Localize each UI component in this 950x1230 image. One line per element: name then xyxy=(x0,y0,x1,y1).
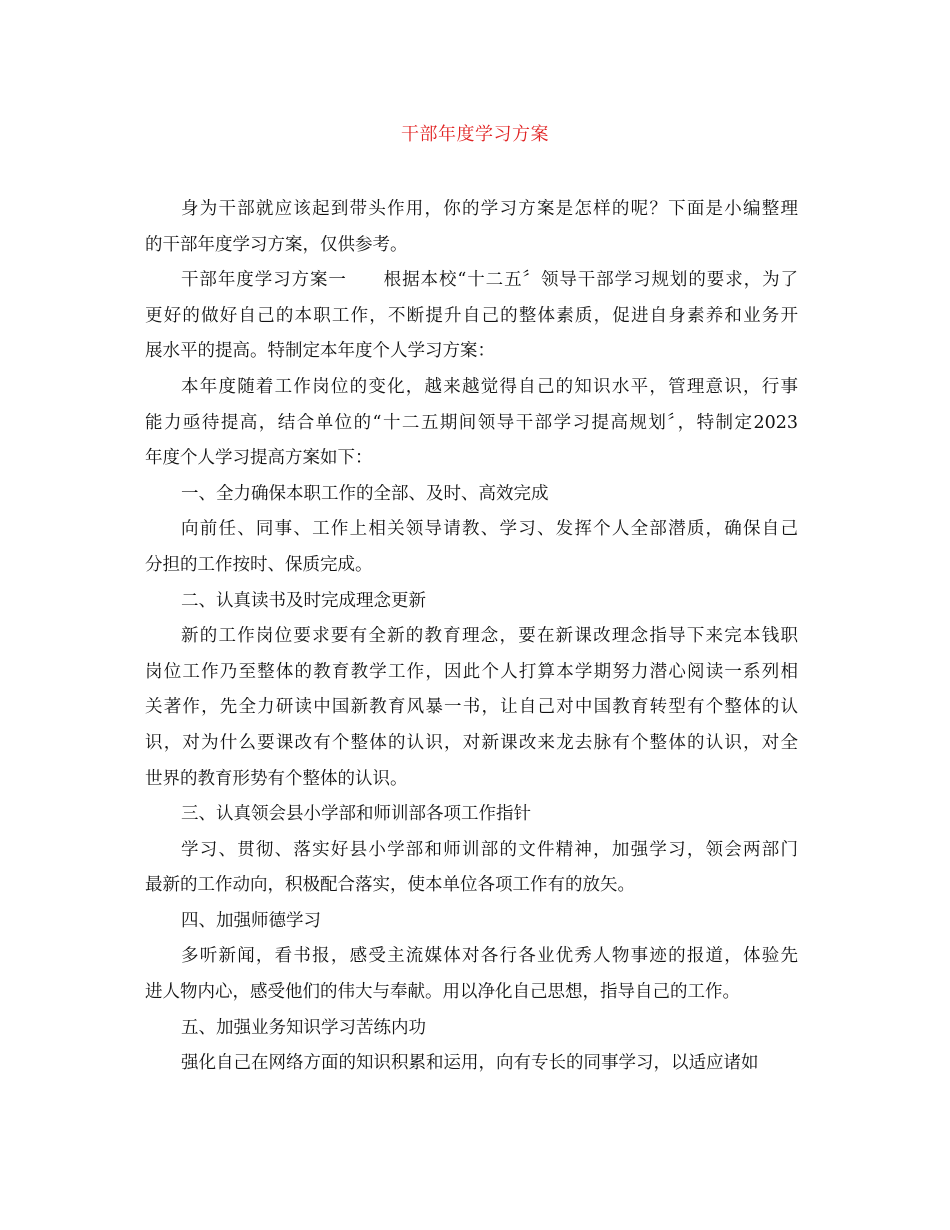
paragraph-line: 新的工作岗位要求要有全新的教育理念，要在新课改理念指导下来完本钱职 xyxy=(181,626,798,647)
paragraph-line: 二、认真读书及时完成理念更新 xyxy=(181,590,426,611)
paragraph xyxy=(145,797,798,833)
paragraph-line: 更好的做好自己的本职工作，不断提升自己的整体素质，促进自身素养和业务开 xyxy=(145,305,798,326)
paragraph-line: 最新的工作动向，积极配合落实，使本单位各项工作有的放矢。 xyxy=(145,875,635,896)
paragraph xyxy=(145,584,798,620)
paragraph-line: 年度个人学习提高方案如下： xyxy=(145,448,373,469)
paragraph xyxy=(145,512,798,583)
paragraph xyxy=(145,833,798,904)
paragraph-line: 本年度随着工作岗位的变化，越来越觉得自己的知识水平，管理意识，行事 xyxy=(181,376,798,397)
paragraph-line: 展水平的提高。特制定本年度个人学习方案： xyxy=(145,341,495,362)
paragraph-line: 岗位工作乃至整体的教育教学工作，因此个人打算本学期努力潜心阅读一系列相 xyxy=(145,661,798,682)
paragraph-line: 四、加强师德学习 xyxy=(181,910,321,931)
paragraph-line: 一、全力确保本职工作的全部、及时、高效完成 xyxy=(181,483,549,504)
document-title: 干部年度学习方案 xyxy=(401,124,549,145)
paragraph-line: 向前任、同事、工作上相关领导请教、学习、发挥个人全部潜质，确保自己 xyxy=(181,519,798,540)
paragraph-line: 五、加强业务知识学习苦练内功 xyxy=(181,1017,426,1038)
paragraph-line: 学习、贯彻、落实好县小学部和师训部的文件精神，加强学习，领会两部门 xyxy=(181,839,798,860)
document-body xyxy=(145,192,798,1082)
paragraph-line: 能力亟待提高，结合单位的“十二五期间领导干部学习提高规划〞，特制定2023 xyxy=(145,412,798,433)
paragraph xyxy=(145,619,798,797)
paragraph-line: 关著作，先全力研读中国新教育风暴一书，让自己对中国教育转型有个整体的认 xyxy=(145,697,798,718)
paragraph-line: 世界的教育形势有个整体的认识。 xyxy=(145,768,408,789)
paragraph xyxy=(145,1046,798,1082)
paragraph xyxy=(145,1011,798,1047)
paragraph-line: 强化自己在网络方面的知识积累和运用，向有专长的同事学习，以适应诸如 xyxy=(181,1053,759,1074)
paragraph xyxy=(145,370,798,477)
paragraph-line: 身为干部就应该起到带头作用，你的学习方案是怎样的呢？下面是小编整理 xyxy=(181,199,798,219)
paragraph-line: 分担的工作按时、保质完成。 xyxy=(145,554,373,575)
paragraph-line: 的干部年度学习方案，仅供参考。 xyxy=(145,234,408,255)
paragraph-line: 干部年度学习方案一 根据本校“十二五〞领导干部学习规划的要求，为了 xyxy=(181,270,798,291)
paragraph-line: 三、认真领会县小学部和师训部各项工作指针 xyxy=(181,804,531,825)
paragraph-line: 多听新闻，看书报，感受主流媒体对各行各业优秀人物事迹的报道，体验先 xyxy=(181,946,798,967)
paragraph xyxy=(145,263,798,370)
paragraph-line: 进人物内心，感受他们的伟大与奉献。用以净化自己思想，指导自己的工作。 xyxy=(145,982,740,1003)
paragraph xyxy=(145,939,798,1010)
paragraph xyxy=(145,192,798,263)
paragraph-line: 识，对为什么要课改有个整体的认识，对新课改来龙去脉有个整体的认识，对全 xyxy=(145,732,798,753)
paragraph xyxy=(145,477,798,513)
paragraph xyxy=(145,904,798,940)
